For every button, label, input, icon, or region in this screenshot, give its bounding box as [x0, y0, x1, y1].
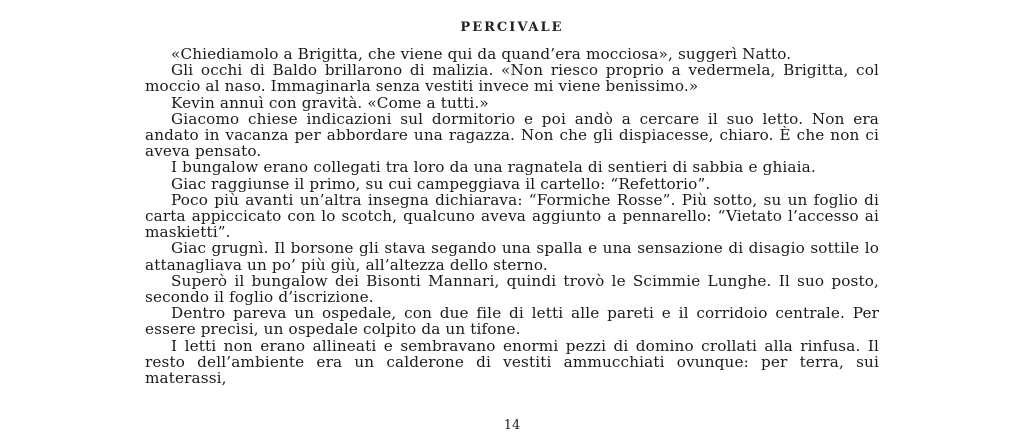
paragraph: Kevin annuì con gravità. «Come a tutti.»: [171, 93, 489, 112]
paragraph: «Chiediamolo a Brigitta, che viene qui da quand’era mocciosa», suggerì Natto.: [171, 45, 792, 63]
running-header: PERCIVALE: [460, 20, 564, 35]
page-body: [145, 46, 879, 386]
paragraph: Giac raggiunse il primo, su cui campeggiava il cartello: “Refettorio”.: [171, 174, 711, 193]
page-number: 14: [503, 418, 521, 433]
paragraph: Superò il bungalow dei Bisonti Mannari, quindi trovò le Scimmie Lunghe. Il suo posto, secondo il foglio d’iscrizione.: [145, 271, 879, 307]
paragraph: I bungalow erano collegati tra loro da una ragnatela di sentieri di sabbia e ghiaia.: [171, 158, 816, 177]
paragraph: I letti non erano allineati e sembravano enormi pezzi di domino crollati alla rinfusa. Il resto dell’ambiente era un calderone di vestiti ammucchiati ovunque: per terra, sui materassi,: [145, 336, 879, 388]
paragraph: Giac grugnì. Il borsone gli stava segando una spalla e una sensazione di disagio sottile lo attanagliava un po’ più giù, all’altezza dello sterno.: [145, 239, 879, 274]
paragraph: Dentro pareva un ospedale, con due file di letti alle pareti e il corridoio centrale. Per essere precisi, un ospedale colpito da un tifone.: [145, 304, 879, 339]
paragraph: Gli occhi di Baldo brillarono di malizia. «Non riesco proprio a vedermela, Brigitta, col moccio al naso. Immaginarla senza vestiti invece mi viene benissimo.»: [145, 61, 879, 96]
paragraph: Poco più avanti un’altra insegna dichiarava: “Formiche Rosse”. Più sotto, su un foglio di carta appiccicato con lo scotch, qualcuno aveva aggiunto a pennarello: “Vietato l’accesso ai maskietti”.: [145, 190, 879, 242]
paragraph: Giacomo chiese indicazioni sul dormitorio e poi andò a cercare il suo letto. Non era andato in vacanza per abbordare una ragazza. Non che gli dispiacesse, chiaro. È che non ci aveva pensato.: [145, 109, 879, 161]
